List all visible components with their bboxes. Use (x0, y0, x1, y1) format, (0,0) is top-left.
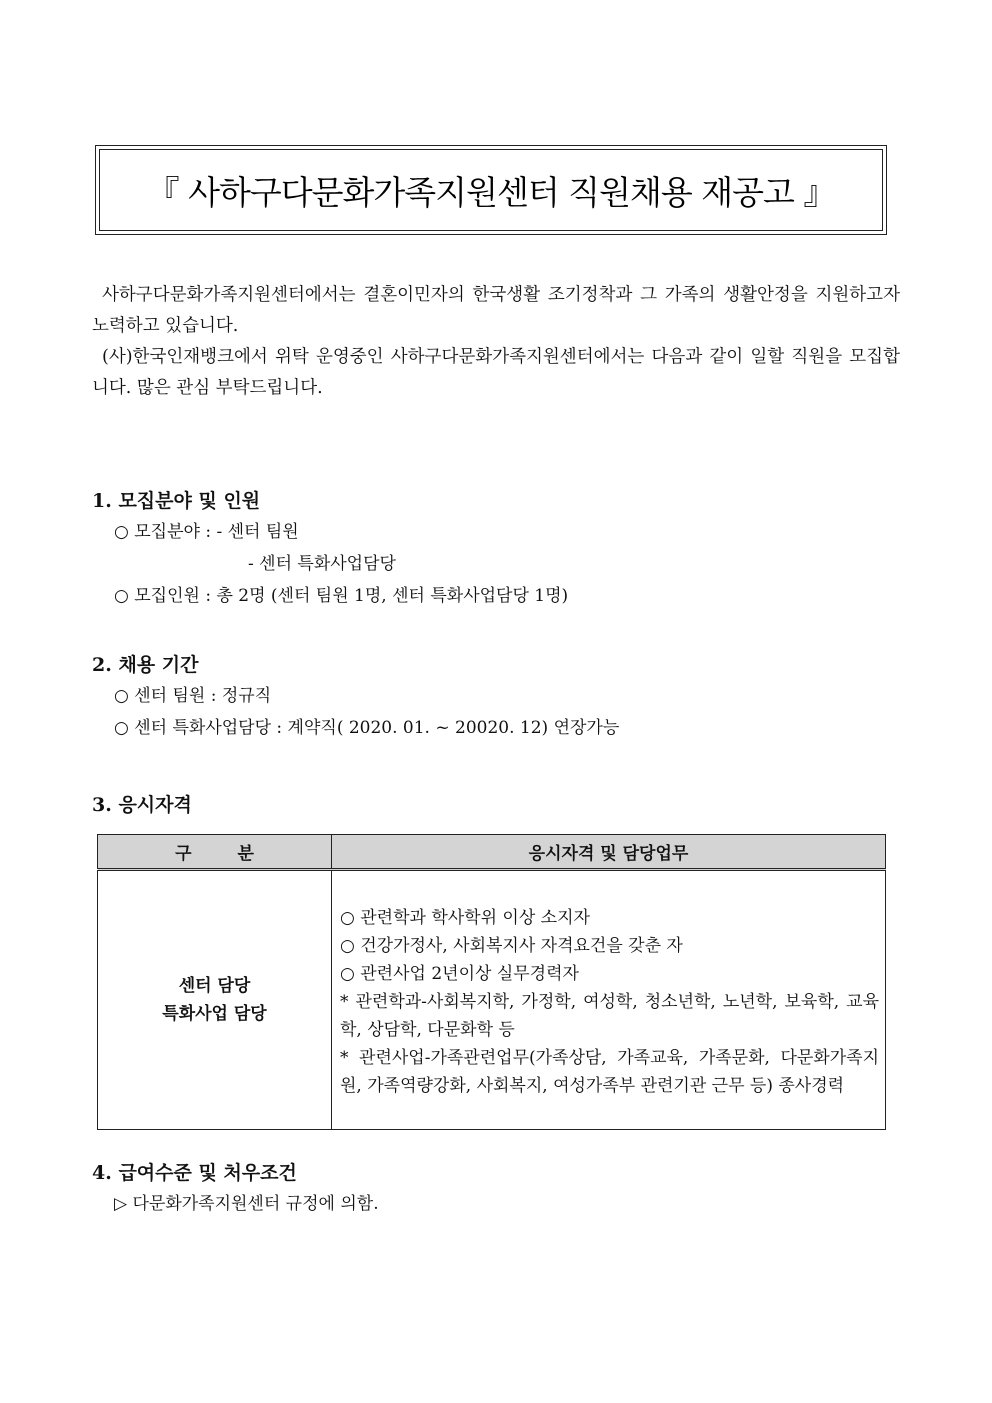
category-cell (98, 870, 332, 1130)
table-header-row (98, 835, 886, 870)
table-row (98, 870, 886, 1130)
period-line: ○ 센터 팀원 : 정규직 (114, 686, 272, 706)
requirement-item: ○ 관련학과 학사학위 이상 소지자 (340, 908, 590, 928)
period-line: ○ 센터 특화사업담당 : 계약직( 2020. 01. ~ 20020. 12) 연장가능 (114, 718, 620, 738)
requirement-item: ○ 관련사업 2년이상 실무경력자 (340, 964, 579, 984)
salary-line: ▷ 다문화가족지원센터 규정에 의함. (114, 1194, 379, 1214)
section-heading: 4. 급여수준 및 처우조건 (92, 1162, 297, 1184)
section-heading: 1. 모집분야 및 인원 (92, 490, 261, 512)
title-box (95, 145, 887, 235)
section-qualifications (92, 790, 900, 820)
intro-paragraph-1: 사하구다문화가족지원센터에서는 결혼이민자의 한국생활 조기정착과 그 가족의 생활안정을 지원하고자 노력하고 있습니다. (92, 285, 900, 336)
requirement-note: * 관련사업-가족관련업무(가족상담, 가족교육, 가족문화, 다문화가족지원, 가족역량강화, 사회복지, 여성가족부 관련기관 근무 등) 종사경력 (340, 1048, 879, 1096)
column-header-requirements: 응시자격 및 담당업무 (332, 835, 886, 870)
section-heading: 3. 응시자격 (92, 794, 192, 816)
count-line: ○ 모집인원 : 총 2명 (센터 팀원 1명, 센터 특화사업담당 1명) (114, 586, 569, 606)
field-item: - 센터 특화사업담당 (248, 554, 396, 574)
requirements-cell (332, 870, 886, 1130)
qualification-table (97, 834, 886, 1130)
page-title: 『 사하구다문화가족지원센터 직원채용 재공고 』 (99, 149, 883, 231)
column-header-category: 구 분 (98, 835, 332, 870)
field-line: ○ 모집분야 : - 센터 팀원 (114, 522, 299, 542)
intro-text (92, 280, 900, 404)
requirement-note: * 관련학과-사회복지학, 가정학, 여성학, 청소년학, 노년학, 보육학, 교육학, 상담학, 다문화학 등 (340, 992, 879, 1040)
intro-paragraph-2: (사)한국인재뱅크에서 위탁 운영중인 사하구다문화가족지원센터에서는 다음과 같이 일할 직원을 모집합니다. 많은 관심 부탁드립니다. (92, 347, 900, 398)
section-heading: 2. 채용 기간 (92, 654, 199, 676)
requirement-item: ○ 건강가정사, 사회복지사 자격요건을 갖춘 자 (340, 936, 683, 956)
category-line: 특화사업 담당 (162, 1004, 267, 1024)
section-employment-period (92, 650, 900, 744)
section-salary (92, 1158, 900, 1220)
section-recruitment-field (92, 486, 900, 612)
category-line: 센터 담당 (178, 976, 251, 996)
